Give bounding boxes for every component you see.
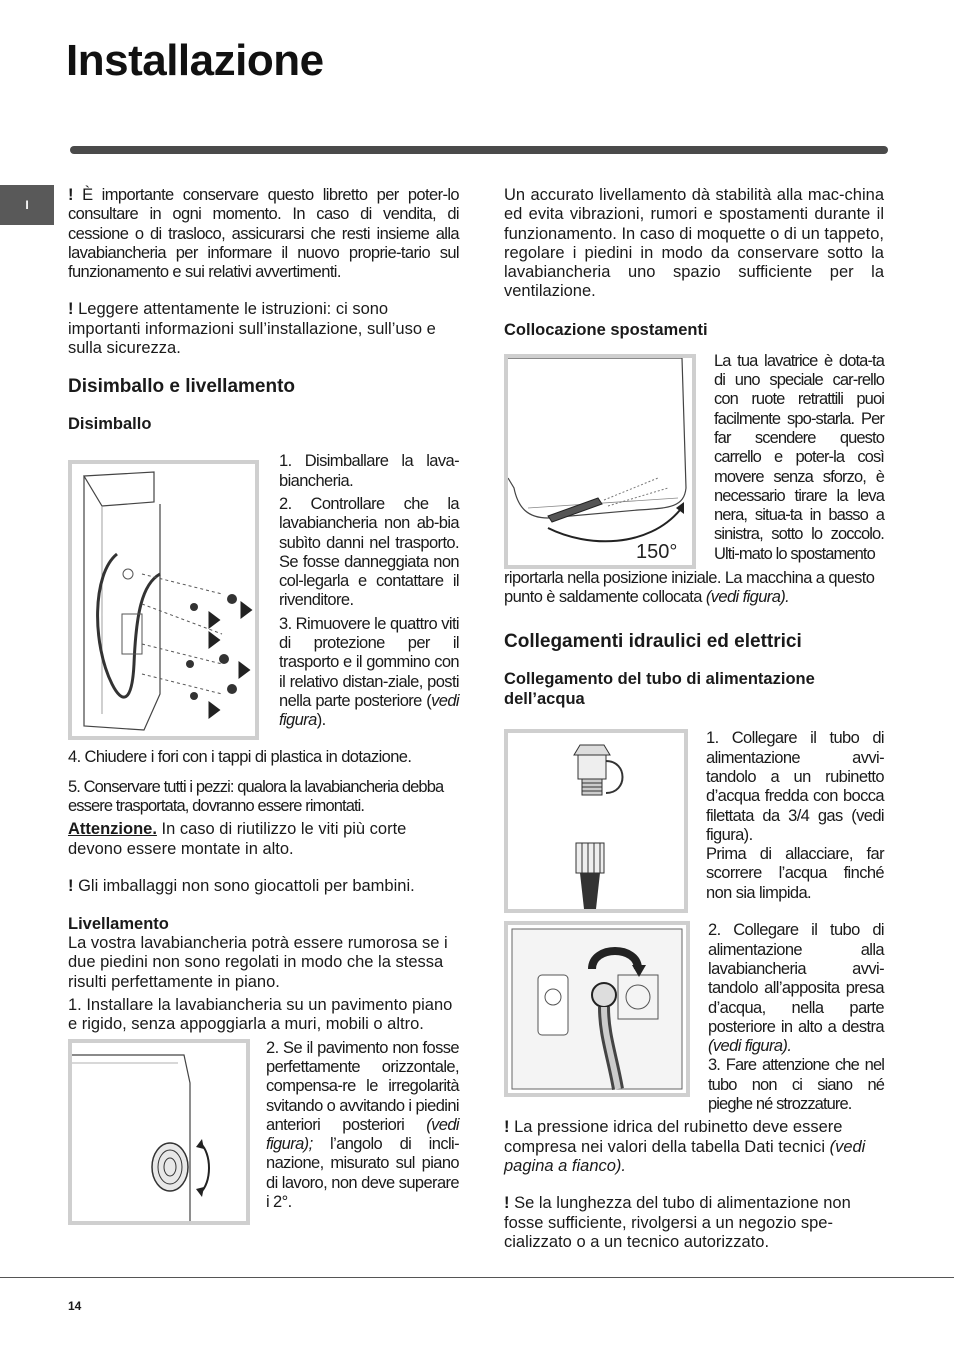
- section-title-connections: Collegamenti idraulici ed elettrici: [504, 631, 802, 653]
- connection-steps-2-3: [708, 921, 884, 1114]
- unpacking-steps: [279, 452, 459, 730]
- connection-step-2: 2. Collegare il tubo di alimentazione alla lavabiancheria avvi-tandolo all’apposita presa d’acqua, nella parte posteriore in alto a destra (vedi figura).: [708, 921, 884, 1056]
- subheading-unpacking: Disimballo: [68, 415, 152, 434]
- trolley-text: La tua lavatrice è dota-ta di uno speciale car-rello con ruote retrattili puoi facilmente spo-starla. Per far scendere questo carrello e poter-la così movere senza sforzo, è necessario tirare la leva nera, situa-ta in basso a sinistra, sotto lo zoccolo. Ulti-mato lo spostamento: [714, 351, 884, 563]
- connection-step-1: 1. Collegare il tubo di alimentazione avvi-tandolo a un rubinetto d’acqua fredda con bocca filettata da 3/4 gas (vedi figura). Prima di allacciare, far scorrere l’acqua finché non sia limpida.: [706, 729, 884, 902]
- figure-rear-screws: [68, 460, 259, 740]
- intro-paragraph-1: ! È importante conservare questo libretto per poter-lo consultare in ogni momento. In caso di vendita, di cessione o di trasloco, assicurarsi che resti insieme alla lavabiancheria per informare il nuovo proprie-tario sul funzionamento e sui relativi avvertimenti.: [68, 186, 460, 282]
- figure-trolley-lever: [504, 354, 696, 569]
- hose-length-note: ! Se la lunghezza del tubo di alimentazione non fosse sufficiente, rivolgersi a un negozio spe-cializzato o a un tecnico autorizzato.: [504, 1194, 851, 1251]
- machine-inlet-illustration: [508, 925, 686, 1093]
- leveling-intro: La vostra lavabiancheria potrà essere rumorosa se i due piedini non sono regolati in modo che la stessa risulti perfettamente in piano.: [68, 934, 448, 991]
- warning-mark-icon: !: [504, 1194, 510, 1213]
- unpack-step-3: 3. Rimuovere le quattro viti di protezione per il trasporto e il gommino con il relativo distan-ziale, posti nella parte posteriore (vedi figura).: [279, 614, 459, 730]
- trolley-continuation: riportarla nella posizione iniziale. La macchina a questo punto è saldamente collocata (vedi figura).: [504, 568, 875, 607]
- rear-panel-illustration: [72, 464, 255, 736]
- left-column: [68, 186, 459, 1225]
- unpack-step-1: 1. Disimballare la lava-biancheria.: [279, 452, 459, 490]
- page-title: Installazione: [66, 36, 324, 85]
- warning-mark-icon: !: [68, 300, 74, 319]
- leveling-stability-text: Un accurato livellamento dà stabilità alla mac-china ed evita vibrazioni, rumori e spostamenti durante il funzionamento. In caso di moquette o di un tappeto, regolare i piedini in modo da conservare sotto la lavabiancheria uno spazio sufficiente per la ventilazione.: [504, 186, 884, 301]
- title-rule: [70, 146, 888, 154]
- intro-paragraph-2: ! Leggere attentamente le istruzioni: ci sono importanti informazioni sull’installazione, sull’uso e sulla sicurezza.: [68, 300, 436, 358]
- section-title-unpacking: Disimballo e livellamento: [68, 376, 296, 398]
- angle-label: 150°: [636, 540, 678, 563]
- language-tab: I: [0, 185, 54, 225]
- figure-machine-inlet: [504, 921, 690, 1097]
- warning-mark-icon: !: [504, 1118, 510, 1137]
- tap-illustration: [508, 733, 684, 909]
- subheading-trolley: Collocazione spostamenti: [504, 320, 708, 339]
- trolley-text-block: [714, 352, 884, 564]
- leveling-foot-illustration: [72, 1043, 246, 1221]
- trolley-lever-illustration: [508, 358, 692, 565]
- pressure-note: ! La pressione idrica del rubinetto deve essere compresa nei valori della tabella Dati tecnici (vedi pagina a fianco).: [504, 1118, 866, 1175]
- unpack-step-4: 4. Chiudere i fori con i tappi di plastica in dotazione.: [68, 748, 412, 767]
- toys-warning: ! Gli imballaggi non sono giocattoli per bambini.: [68, 876, 415, 895]
- leveling-step-1: 1. Installare la lavabiancheria su un pavimento piano e rigido, senza appoggiarla a muri, mobili o altro.: [68, 996, 453, 1034]
- subheading-leveling: Livellamento: [68, 915, 169, 934]
- page-number: 14: [68, 1299, 82, 1313]
- right-column: [504, 186, 884, 1252]
- warning-mark-icon: !: [68, 186, 73, 204]
- warning-mark-icon: !: [68, 876, 74, 895]
- footer-rule: [0, 1277, 954, 1278]
- subheading-hose: Collegamento del tubo di alimentazione dell’acqua: [504, 670, 815, 709]
- attention-note: Attenzione. In caso di riutilizzo le viti più corte devono essere montate in alto.: [68, 820, 407, 858]
- figure-leveling-foot: [68, 1039, 250, 1225]
- unpack-step-2: 2. Controllare che la lavabiancheria non ab-bia subìto danni nel trasporto. Se fosse danneggiata non col-legarla e contattare il rivenditore.: [279, 494, 459, 610]
- leveling-step-2: 2. Se il pavimento non fosse perfettamente orizzontale, compensa-re le irregolarità svitando o avvitando i piedini anteriori posteriori (vedi figura); l’angolo di incli-nazione, misurato sul piano di lavoro, non deve superare i 2°.: [266, 1038, 459, 1212]
- connection-step-3: 3. Fare attenzione che nel tubo non ci siano né pieghe né strozzature.: [708, 1056, 884, 1114]
- figure-tap-connection: [504, 729, 688, 913]
- unpack-step-5: 5. Conservare tutti i pezzi: qualora la lavabiancheria debba essere trasportata, dovranno essere rimontati.: [68, 777, 444, 815]
